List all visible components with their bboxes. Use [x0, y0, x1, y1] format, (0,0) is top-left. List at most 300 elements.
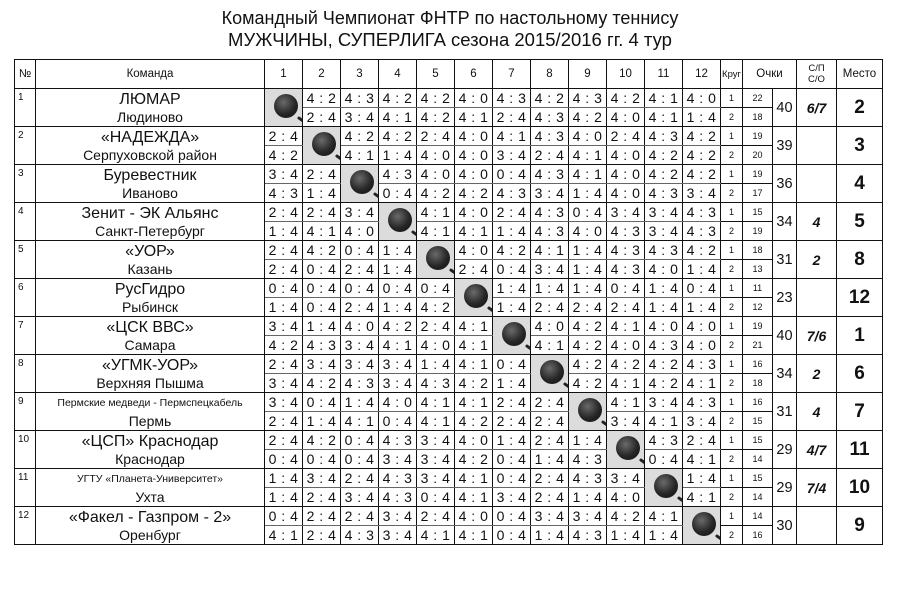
tiebreak-sp: 2 [797, 355, 837, 393]
team-cell [36, 241, 265, 279]
score-cell: 4 : 0 [645, 317, 683, 336]
round-points: 18 [743, 241, 773, 260]
score-cell: 4 : 3 [683, 393, 721, 412]
header-col: 6 [455, 60, 493, 89]
place: 5 [837, 203, 883, 241]
score-cell: 2 : 4 [493, 393, 531, 412]
score-cell: 4 : 1 [455, 108, 493, 127]
score-cell: 1 : 4 [493, 374, 531, 393]
score-cell: 4 : 1 [607, 393, 645, 412]
score-cell: 2 : 4 [265, 431, 303, 450]
score-cell: 4 : 3 [645, 431, 683, 450]
score-cell: 4 : 2 [417, 184, 455, 203]
score-cell: 0 : 4 [265, 507, 303, 526]
round-number: 1 [721, 317, 743, 336]
score-cell: 4 : 2 [455, 450, 493, 469]
round-points: 20 [743, 146, 773, 165]
racket-icon [464, 284, 488, 308]
score-cell: 4 : 2 [569, 336, 607, 355]
score-cell: 2 : 4 [531, 146, 569, 165]
racket-icon [616, 436, 640, 460]
score-cell: 1 : 4 [493, 298, 531, 317]
racket-icon [654, 474, 678, 498]
tiebreak-sp [797, 127, 837, 165]
team-row [15, 507, 883, 526]
score-cell: 0 : 4 [493, 355, 531, 374]
score-cell: 2 : 4 [417, 507, 455, 526]
score-cell: 3 : 4 [645, 203, 683, 222]
round-points: 14 [743, 450, 773, 469]
place: 7 [837, 393, 883, 431]
score-cell: 3 : 4 [417, 431, 455, 450]
round-number: 2 [721, 184, 743, 203]
score-cell: 4 : 1 [265, 526, 303, 545]
score-cell: 4 : 0 [683, 317, 721, 336]
score-cell: 0 : 4 [379, 279, 417, 298]
score-cell: 3 : 4 [493, 146, 531, 165]
tiebreak-sp [797, 165, 837, 203]
score-cell: 4 : 3 [341, 526, 379, 545]
score-cell: 2 : 4 [265, 203, 303, 222]
tiebreak-sp: 4 [797, 393, 837, 431]
score-cell: 0 : 4 [493, 165, 531, 184]
score-cell: 1 : 4 [379, 298, 417, 317]
score-cell: 4 : 2 [569, 108, 607, 127]
score-cell: 4 : 0 [379, 393, 417, 412]
score-cell: 3 : 4 [607, 203, 645, 222]
score-cell: 1 : 4 [265, 488, 303, 507]
score-cell: 4 : 1 [417, 393, 455, 412]
score-cell: 4 : 3 [569, 450, 607, 469]
score-cell: 4 : 3 [531, 127, 569, 146]
score-cell: 4 : 2 [569, 374, 607, 393]
score-cell: 1 : 4 [569, 184, 607, 203]
racket-icon [502, 322, 526, 346]
team-city: Рыбинск [121, 299, 179, 315]
score-cell: 4 : 2 [455, 412, 493, 431]
score-cell: 4 : 1 [645, 412, 683, 431]
racket-icon [692, 512, 716, 536]
score-cell: 2 : 4 [531, 469, 569, 488]
score-cell: 1 : 4 [303, 412, 341, 431]
round-number: 2 [721, 146, 743, 165]
score-cell: 1 : 4 [569, 279, 607, 298]
results-body [15, 89, 883, 545]
score-cell: 4 : 3 [531, 108, 569, 127]
place: 11 [837, 431, 883, 469]
team-row [15, 431, 883, 450]
score-cell: 0 : 4 [303, 298, 341, 317]
team-city: Самара [124, 337, 176, 353]
round-number: 1 [721, 127, 743, 146]
score-cell: 4 : 3 [569, 469, 607, 488]
score-cell: 2 : 4 [265, 355, 303, 374]
score-cell: 2 : 4 [341, 469, 379, 488]
score-cell: 4 : 0 [455, 127, 493, 146]
score-cell: 1 : 4 [683, 469, 721, 488]
score-cell: 3 : 4 [569, 507, 607, 526]
score-cell: 4 : 1 [645, 507, 683, 526]
score-cell: 4 : 2 [645, 165, 683, 184]
place: 2 [837, 89, 883, 127]
team-cell [36, 469, 265, 507]
team-city: Серпуховской район [83, 147, 217, 163]
team-name: РусГидро [114, 281, 186, 298]
score-cell: 0 : 4 [379, 412, 417, 431]
header-col: 4 [379, 60, 417, 89]
diagonal-cell [341, 165, 379, 203]
score-cell: 4 : 2 [303, 241, 341, 260]
score-cell: 3 : 4 [303, 355, 341, 374]
score-cell: 4 : 2 [493, 241, 531, 260]
total-points: 40 [773, 317, 797, 355]
score-cell: 4 : 0 [569, 222, 607, 241]
score-cell: 4 : 1 [531, 336, 569, 355]
team-number: 7 [15, 317, 36, 355]
score-cell: 4 : 2 [683, 165, 721, 184]
team-name: УГТУ «Планета-Университет» [77, 473, 223, 485]
diagonal-cell [607, 431, 645, 469]
score-cell: 2 : 4 [531, 431, 569, 450]
score-cell: 2 : 4 [417, 317, 455, 336]
racket-icon [540, 360, 564, 384]
score-cell: 2 : 4 [303, 507, 341, 526]
header-col: 10 [607, 60, 645, 89]
score-cell: 4 : 3 [379, 431, 417, 450]
score-cell: 1 : 4 [265, 469, 303, 488]
score-cell: 4 : 0 [683, 89, 721, 108]
score-cell: 4 : 2 [417, 89, 455, 108]
score-cell: 4 : 1 [607, 317, 645, 336]
team-name: Буревестник [103, 167, 197, 184]
score-cell: 3 : 4 [379, 507, 417, 526]
score-cell: 2 : 4 [531, 412, 569, 431]
score-cell: 4 : 1 [417, 203, 455, 222]
score-cell: 2 : 4 [455, 260, 493, 279]
round-points: 13 [743, 260, 773, 279]
diagonal-cell [493, 317, 531, 355]
score-cell: 4 : 2 [303, 89, 341, 108]
score-cell: 2 : 4 [417, 127, 455, 146]
score-cell: 4 : 0 [455, 241, 493, 260]
score-cell: 4 : 2 [531, 89, 569, 108]
total-points: 31 [773, 241, 797, 279]
score-cell: 1 : 4 [417, 355, 455, 374]
header-points: Очки [743, 60, 797, 89]
diagonal-cell [645, 469, 683, 507]
score-cell: 1 : 4 [645, 298, 683, 317]
score-cell: 2 : 4 [683, 431, 721, 450]
score-cell: 4 : 2 [379, 89, 417, 108]
score-cell: 1 : 4 [531, 450, 569, 469]
score-cell: 3 : 4 [341, 203, 379, 222]
team-number: 6 [15, 279, 36, 317]
round-points: 15 [743, 469, 773, 488]
score-cell: 3 : 4 [417, 469, 455, 488]
header-col: 11 [645, 60, 683, 89]
score-cell: 3 : 4 [341, 488, 379, 507]
score-cell: 0 : 4 [303, 450, 341, 469]
score-cell: 4 : 1 [379, 336, 417, 355]
racket-icon [578, 398, 602, 422]
score-cell: 3 : 4 [683, 412, 721, 431]
score-cell: 3 : 4 [379, 374, 417, 393]
score-cell: 0 : 4 [303, 393, 341, 412]
round-number: 2 [721, 298, 743, 317]
score-cell: 4 : 2 [683, 127, 721, 146]
score-cell: 2 : 4 [607, 298, 645, 317]
score-cell: 0 : 4 [341, 279, 379, 298]
tiebreak-sp: 7/4 [797, 469, 837, 507]
team-name: Зенит - ЭК Альянс [81, 205, 219, 222]
score-cell: 4 : 3 [683, 222, 721, 241]
score-cell: 4 : 0 [607, 165, 645, 184]
score-cell: 0 : 4 [341, 431, 379, 450]
round-number: 2 [721, 374, 743, 393]
score-cell: 3 : 4 [341, 108, 379, 127]
team-cell [36, 279, 265, 317]
total-points: 34 [773, 203, 797, 241]
header-team: Команда [36, 60, 265, 89]
team-city: Верхняя Пышма [96, 375, 204, 391]
team-number: 11 [15, 469, 36, 507]
score-cell: 4 : 2 [607, 355, 645, 374]
score-cell: 4 : 2 [265, 336, 303, 355]
total-points: 31 [773, 393, 797, 431]
score-cell: 4 : 2 [379, 317, 417, 336]
score-cell: 3 : 4 [341, 355, 379, 374]
header-sp: С/П С/О [797, 60, 837, 89]
header-col: 1 [265, 60, 303, 89]
header-col: 12 [683, 60, 721, 89]
score-cell: 4 : 3 [683, 355, 721, 374]
team-row [15, 89, 883, 108]
round-points: 16 [743, 393, 773, 412]
round-number: 1 [721, 469, 743, 488]
score-cell: 4 : 3 [493, 89, 531, 108]
score-cell: 1 : 4 [683, 298, 721, 317]
diagonal-cell [455, 279, 493, 317]
total-points: 29 [773, 431, 797, 469]
score-cell: 4 : 2 [303, 431, 341, 450]
score-cell: 1 : 4 [569, 488, 607, 507]
round-number: 2 [721, 450, 743, 469]
team-city: Людиново [117, 109, 183, 125]
title-line-2: МУЖЧИНЫ, СУПЕРЛИГА сезона 2015/2016 гг. 4 тур [228, 29, 672, 50]
team-cell [36, 89, 265, 127]
score-cell: 1 : 4 [645, 279, 683, 298]
score-cell: 2 : 4 [265, 241, 303, 260]
score-cell: 2 : 4 [531, 298, 569, 317]
team-city: Иваново [122, 185, 178, 201]
team-name: «УГМК-УОР» [101, 357, 199, 374]
score-cell: 2 : 4 [303, 203, 341, 222]
team-city: Краснодар [115, 451, 185, 467]
place: 6 [837, 355, 883, 393]
score-cell: 4 : 1 [683, 488, 721, 507]
diagonal-cell [303, 127, 341, 165]
score-cell: 4 : 3 [645, 241, 683, 260]
score-cell: 3 : 4 [265, 393, 303, 412]
tiebreak-sp: 4 [797, 203, 837, 241]
total-points: 40 [773, 89, 797, 127]
team-cell [36, 393, 265, 431]
score-cell: 4 : 3 [265, 184, 303, 203]
place: 1 [837, 317, 883, 355]
team-cell [36, 507, 265, 545]
score-cell: 4 : 2 [683, 241, 721, 260]
team-cell [36, 431, 265, 469]
round-points: 11 [743, 279, 773, 298]
team-cell [36, 203, 265, 241]
score-cell: 2 : 4 [341, 507, 379, 526]
score-cell: 4 : 2 [265, 146, 303, 165]
score-cell: 4 : 3 [645, 127, 683, 146]
score-cell: 4 : 1 [417, 222, 455, 241]
score-cell: 0 : 4 [493, 526, 531, 545]
score-cell: 4 : 3 [379, 488, 417, 507]
score-cell: 3 : 4 [645, 393, 683, 412]
score-cell: 2 : 4 [303, 165, 341, 184]
score-cell: 4 : 3 [531, 222, 569, 241]
score-cell: 3 : 4 [607, 469, 645, 488]
team-name: «НАДЕЖДА» [100, 129, 200, 146]
score-cell: 0 : 4 [607, 279, 645, 298]
round-number: 1 [721, 507, 743, 526]
tiebreak-sp [797, 279, 837, 317]
score-cell: 0 : 4 [645, 450, 683, 469]
place: 9 [837, 507, 883, 545]
score-cell: 1 : 4 [493, 222, 531, 241]
header-col: 8 [531, 60, 569, 89]
team-row [15, 203, 883, 222]
round-number: 2 [721, 488, 743, 507]
diagonal-cell [417, 241, 455, 279]
score-cell: 4 : 2 [417, 298, 455, 317]
round-number: 1 [721, 241, 743, 260]
team-cell [36, 317, 265, 355]
score-cell: 4 : 1 [303, 222, 341, 241]
score-cell: 2 : 4 [493, 108, 531, 127]
score-cell: 4 : 3 [531, 203, 569, 222]
score-cell: 2 : 4 [341, 260, 379, 279]
team-city: Оренбург [119, 527, 181, 543]
round-points: 15 [743, 412, 773, 431]
score-cell: 1 : 4 [493, 279, 531, 298]
score-cell: 3 : 4 [645, 222, 683, 241]
team-row [15, 393, 883, 412]
team-number: 5 [15, 241, 36, 279]
score-cell: 1 : 4 [303, 317, 341, 336]
score-cell: 4 : 0 [607, 184, 645, 203]
score-cell: 4 : 2 [607, 507, 645, 526]
team-city: Ухта [135, 489, 165, 505]
racket-icon [350, 170, 374, 194]
score-cell: 1 : 4 [531, 279, 569, 298]
round-points: 14 [743, 488, 773, 507]
round-points: 17 [743, 184, 773, 203]
score-cell: 1 : 4 [265, 222, 303, 241]
score-cell: 4 : 1 [455, 317, 493, 336]
score-cell: 4 : 3 [607, 260, 645, 279]
total-points: 30 [773, 507, 797, 545]
score-cell: 4 : 2 [645, 355, 683, 374]
score-cell: 4 : 1 [455, 488, 493, 507]
score-cell: 4 : 1 [645, 89, 683, 108]
score-cell: 4 : 2 [607, 89, 645, 108]
team-row [15, 469, 883, 488]
score-cell: 4 : 1 [455, 355, 493, 374]
score-cell: 4 : 0 [531, 317, 569, 336]
team-cell [36, 355, 265, 393]
header-col: 3 [341, 60, 379, 89]
score-cell: 3 : 4 [303, 469, 341, 488]
score-cell: 4 : 0 [455, 507, 493, 526]
round-number: 1 [721, 203, 743, 222]
title-line-1: Командный Чемпионат ФНТР по настольному теннису [221, 8, 679, 28]
place: 4 [837, 165, 883, 203]
score-cell: 1 : 4 [645, 526, 683, 545]
diagonal-cell [569, 393, 607, 431]
score-cell: 4 : 0 [645, 260, 683, 279]
score-cell: 0 : 4 [569, 203, 607, 222]
score-cell: 4 : 3 [645, 184, 683, 203]
total-points: 34 [773, 355, 797, 393]
team-number: 4 [15, 203, 36, 241]
score-cell: 2 : 4 [493, 203, 531, 222]
header-row [15, 60, 883, 89]
round-number: 1 [721, 165, 743, 184]
score-cell: 3 : 4 [265, 317, 303, 336]
score-cell: 4 : 0 [455, 146, 493, 165]
round-number: 1 [721, 279, 743, 298]
score-cell: 0 : 4 [265, 450, 303, 469]
diagonal-cell [531, 355, 569, 393]
score-cell: 4 : 2 [645, 374, 683, 393]
round-points: 19 [743, 317, 773, 336]
score-cell: 3 : 4 [379, 355, 417, 374]
score-cell: 4 : 0 [607, 336, 645, 355]
score-cell: 1 : 4 [531, 526, 569, 545]
place: 8 [837, 241, 883, 279]
score-cell: 4 : 1 [531, 241, 569, 260]
header-col: 7 [493, 60, 531, 89]
tiebreak-sp: 6/7 [797, 89, 837, 127]
round-points: 12 [743, 298, 773, 317]
score-cell: 0 : 4 [341, 241, 379, 260]
score-cell: 3 : 4 [379, 526, 417, 545]
round-number: 1 [721, 431, 743, 450]
score-cell: 2 : 4 [341, 298, 379, 317]
score-cell: 4 : 2 [569, 317, 607, 336]
team-number: 3 [15, 165, 36, 203]
score-cell: 1 : 4 [569, 241, 607, 260]
score-cell: 4 : 3 [531, 165, 569, 184]
racket-icon [274, 94, 298, 118]
score-cell: 4 : 2 [645, 146, 683, 165]
score-cell: 4 : 1 [417, 412, 455, 431]
score-cell: 0 : 4 [417, 279, 455, 298]
header-krug: Круг [721, 60, 743, 89]
round-points: 19 [743, 127, 773, 146]
team-name: Пермские медведи - Пермспецкабель [57, 397, 243, 409]
score-cell: 2 : 4 [493, 412, 531, 431]
round-number: 2 [721, 336, 743, 355]
score-cell: 4 : 1 [455, 336, 493, 355]
score-cell: 1 : 4 [379, 146, 417, 165]
team-cell [36, 165, 265, 203]
score-cell: 4 : 1 [341, 146, 379, 165]
